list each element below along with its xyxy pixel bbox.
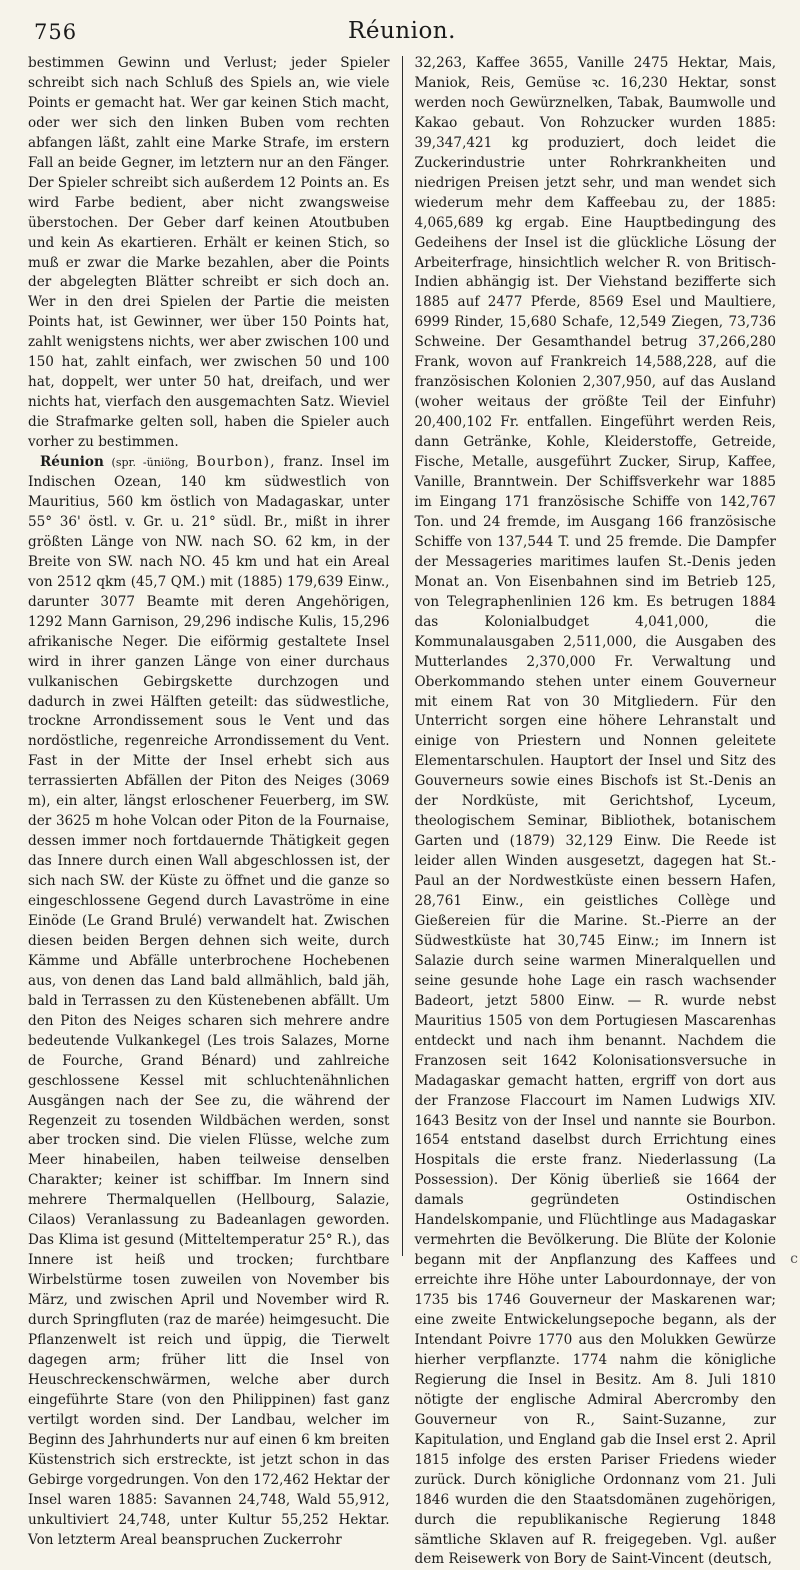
running-title: Réunion. bbox=[348, 18, 456, 44]
page-header bbox=[28, 14, 776, 54]
left-column bbox=[28, 54, 402, 1548]
paragraph-card-game-rules: bestimmen Gewinn und Verlust; jeder Spieler schreibt sich nach Schluß des Spiels an, wie viele Points er gemacht hat. Wer gar keinen Stich macht, oder wer sich den linken Buben vom rechten abfangen läßt, zahlt eine Marke Strafe, im erstern Fall an beide Gegner, im letztern nur an den Fänger. Der Spieler schreibt sich außerdem 12 Points an. Es wird Farbe bedient, aber nicht zwangsweise überstochen. Der Geber darf keinen Atoutbuben und kein As ekartieren. Erhält er keinen Stich, so muß er zwar die Marke bezahlen, aber die Points der abgelegten Blätter schreibt er sich doch an. Wer in den drei Spielen der Partie die meisten Points hat, ist Gewinner, wer über 150 Points hat, zahlt wenigstens nichts, wer aber zwischen 100 und 150 hat, zahlt einfach, wer zwischen 50 und 100 hat, doppelt, wer unter 50 hat, dreifach, und wer nichts hat, vierfach den ausgemachten Satz. Wieviel die Strafmarke gelten soll, haben die Spieler auch vorher zu bestimmen. bbox=[28, 55, 390, 451]
entry-pronunciation: (spr. -üniöng, bbox=[111, 456, 189, 470]
entry-headword: Réunion bbox=[40, 454, 104, 471]
page-number: 756 bbox=[34, 20, 78, 44]
entry-body: franz. Insel im Indischen Ozean, 140 km südwestlich von Mauritius, 560 km östlich von Madagaskar, unter 55° 36' östl. v. Gr. u. 21° südl. Br., mißt in ihrer größten Länge von NW. nach SO. 62 km, in der Breite von SW. nach NO. 45 km und hat ein Areal von 2512 qkm (45,7 QM.) mit (1885) 179,639 Einw., darunter 3077 Beamte mit deren Angehörigen, 1292 Mann Garnison, 29,296 indische Kulis, 15,296 afrikanische Neger. Die eiförmig gestaltete Insel wird in ihrer ganzen Länge von einer durchaus vulkanischen Gebirgskette durchzogen und dadurch in zwei Hälften geteilt: das südwestliche, trockne Arrondissement sous le Vent und das nordöstliche, regenreiche Arrondissement du Vent. Fast in der Mitte der Insel erhebt sich aus terrassierten Abfällen der Piton des Neiges (3069 m), ein alter, längst erloschener Feuerberg, im SW. der 3625 m hohe Volcan oder Piton de la Fournaise, dessen immer noch fortdauernde Thätigkeit gegen das Innere durch einen Wall abgeschlossen ist, der sich nach SW. der Küste zu öffnet und die ganze so eingeschlossene Gegend durch Lavaströme in eine Einöde (Le Grand Brulé) verwandelt hat. Zwischen diesen beiden Bergen dehnen sich weite, durch Kämme und Abfälle unterbrochene Hochebenen aus, von denen das Land bald allmählich, bald jäh, bald in Terrassen zu den Küstenebenen abfällt. Um den Piton des Neiges scharen sich mehrere andre bedeutende Vulkankegel (Les trois Salazes, Morne de Fourche, Grand Bénard) und zahlreiche geschlossene Kessel mit schluchtenähnlichen Ausgängen nach der See zu, die während der Regenzeit zu tosenden Wildbächen werden, sonst aber trocken sind. Die vielen Flüsse, welche zum Meer hinabeilen, haben teilweise denselben Charakter; keiner ist schiffbar. Im Innern sind mehrere Thermalquellen (Hellbourg, Salazie, Cilaos) Veranlassung zu Badeanlagen geworden. Das Klima ist gesund (Mitteltemperatur 25° R.), das Innere ist heiß und trocken; furchtbare Wirbelstürme tosen zuweilen von November bis März, und zwischen April und November wird R. durch Springfluten (raz de marée) heimgesucht. Die Pflanzenwelt ist reich und üppig, die Tierwelt dagegen arm; früher litt die Insel von Heuschreckenschwärmen, welche aber durch eingeführte Stare (von den Philippinen) fast ganz vertilgt worden sind. Der Landbau, welcher im Beginn des Jahrhunderts nur auf einen 6 km breiten Küstenstrich sich erstreckte, ist jetzt schon in das Gebirge vorgedrungen. Von den 172,462 Hektar der Insel waren 1885: Savannen 24,748, Wald 55,912, unkultiviert 24,748, unter Kultur 55,252 Hektar. Von letzterm Areal beanspruchen Zuckerrohr bbox=[28, 454, 390, 1548]
paragraph-economy-history: 32,263, Kaffee 3655, Vanille 2475 Hektar, Mais, Maniok, Reis, Gemüse ꝛc. 16,230 Hektar, sonst werden noch Gewürznelken, Tabak, Baumwolle und Kakao gebaut. Von Rohzucker wurden 1885: 39,347,421 kg produziert, doch leidet die Zuckerindustrie unter Rohrkrankheiten und niedrigen Preisen jetzt sehr, und man wendet sich wiederum mehr dem Kaffeebau zu, der 1885: 4,065,689 kg ergab. Eine Hauptbedingung des Gedeihens der Insel ist die glückliche Lösung der Arbeiterfrage, hinsichtlich welcher R. von Britisch-Indien abhängig ist. Der Viehstand bezifferte sich 1885 auf 2477 Pferde, 8569 Esel und Maultiere, 6999 Rinder, 15,680 Schafe, 12,549 Ziegen, 73,736 Schweine. Der Gesamthandel betrug 37,266,280 Frank, wovon auf Frankreich 14,588,228, auf die französischen Kolonien 2,307,950, auf das Ausland (woher weitaus der größte Teil der Einfuhr) 20,400,102 Fr. entfallen. Eingeführt werden Reis, dann Getränke, Kohle, Kleiderstoffe, Getreide, Fische, Metalle, ausgeführt Zucker, Sirup, Kaffee, Vanille, Branntwein. Der Schiffsverkehr war 1885 im Eingang 171 französische Schiffe von 142,767 Ton. und 24 fremde, im Ausgang 166 französische Schiffe von 137,544 T. und 25 fremde. Die Dampfer der Messageries maritimes laufen St.-Denis jeden Monat an. Von Eisenbahnen sind im Betrieb 125, von Telegraphenlinien 126 km. Es betrugen 1884 das Kolonialbudget 4,041,000, die Kommunalausgaben 2,511,000, die Ausgaben des Mutterlandes 2,370,000 Fr. Verwaltung und Oberkommando stehen unter einem Gouverneur mit einem Rat von 30 Mitgliedern. Für den Unterricht sorgen eine höhere Lehranstalt und einige von Priestern und Nonnen geleitete Elementarschulen. Hauptort der Insel und Sitz des Gouverneurs sowie eines Bischofs ist St.-Denis an der Nordküste, mit Gerichtshof, Lyceum, theologischem Seminar, Bibliothek, botanischem Garten und (1879) 32,129 Einw. Die Reede ist leider allen Winden ausgesetzt, dagegen hat St.-Paul an der Nordwestküste einen bessern Hafen, 28,761 Einw., ein geistliches Collège und Gießereien für die Marine. St.-Pierre an der Südwestküste hat 30,745 Einw.; im Innern ist Salazie durch seine warmen Mineralquellen und seine gesunde hohe Lage ein rasch wachsender Badeort, jetzt 5800 Einw. — R. wurde nebst Mauritius 1505 von dem Portugiesen Mascarenhas entdeckt und nach ihm benannt. Nachdem die Franzosen seit 1642 Kolonisationsversuche in Madagaskar gemacht hatten, ergriff von dort aus der Franzose Flaccourt im Namen Ludwigs XIV. 1643 Besitz von der Insel und nannte sie Bourbon. 1654 entstand daselbst durch Errichtung eines Hospitals die erste franz. Niederlassung (La Possession). Der König überließ sie 1664 der damals gegründeten Ostindischen Handelskompanie, und Flüchtlinge aus Madagaskar vermehrten die Bevölkerung. Die Blüte der Kolonie begann mit der Anpflanzung des Kaffees und erreichte ihre Höhe unter Labourdonnaye, der von 1735 bis 1746 Gouverneur der Maskarenen war; eine zweite Entwickelungsepoche begann, als der Intendant Poivre 1770 aus den Molukken Gewürze hierher verpflanzte. 1774 nahm die königliche Regierung die Insel in Besitz. Am 8. Juli 1810 nötigte der englische Admiral Abercromby den Gouverneur von R., Saint-Suzanne, zur Kapitulation, und England gab die Insel erst 2. April 1815 infolge des ersten Pariser Friedens wieder zurück. Durch königliche Ordonnanz vom 21. Juli 1846 wurden die den Staatsdomänen zugehörigen, durch die republikanische Regierung 1848 sämtliche Sklaven auf R. freigegeben. Vgl. außer dem Reisewerk von Bory de Saint-Vincent (deutsch, bbox=[414, 55, 777, 1568]
right-column bbox=[403, 54, 777, 1568]
entry-reunion bbox=[28, 453, 390, 1550]
footer-mark: c bbox=[790, 1251, 798, 1267]
entry-alt-name: Bourbon), bbox=[196, 454, 276, 471]
text-columns bbox=[28, 54, 777, 1568]
